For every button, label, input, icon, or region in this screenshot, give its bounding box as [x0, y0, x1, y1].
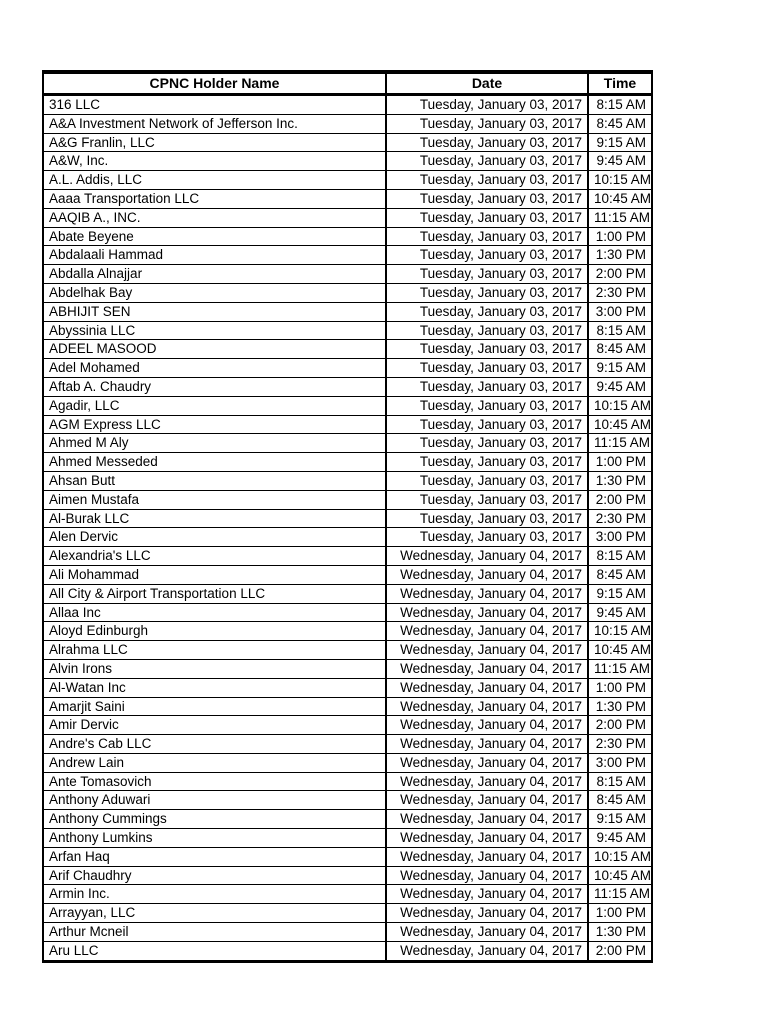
date-cell: Tuesday, January 03, 2017 — [386, 95, 588, 115]
date-cell: Tuesday, January 03, 2017 — [386, 283, 588, 302]
date-cell: Tuesday, January 03, 2017 — [386, 340, 588, 359]
table-row — [43, 735, 652, 754]
time-cell: 10:45 AM — [588, 189, 652, 208]
holder-name-cell: Andrew Lain — [43, 753, 386, 772]
table-row — [43, 659, 652, 678]
holder-name-cell: Arrayyan, LLC — [43, 904, 386, 923]
date-cell: Wednesday, January 04, 2017 — [386, 829, 588, 848]
table-row — [43, 791, 652, 810]
date-cell: Tuesday, January 03, 2017 — [386, 321, 588, 340]
time-cell: 9:45 AM — [588, 377, 652, 396]
table-row — [43, 923, 652, 942]
table-row — [43, 490, 652, 509]
time-cell: 2:00 PM — [588, 716, 652, 735]
table-row — [43, 885, 652, 904]
holder-name-cell: Alrahma LLC — [43, 641, 386, 660]
time-cell: 10:15 AM — [588, 622, 652, 641]
date-cell: Tuesday, January 03, 2017 — [386, 509, 588, 528]
table-row — [43, 114, 652, 133]
time-cell: 10:15 AM — [588, 847, 652, 866]
time-cell: 8:45 AM — [588, 791, 652, 810]
time-cell: 9:15 AM — [588, 359, 652, 378]
time-cell: 1:00 PM — [588, 678, 652, 697]
table-body — [43, 95, 652, 962]
holder-name-cell: Arfan Haq — [43, 847, 386, 866]
date-cell: Tuesday, January 03, 2017 — [386, 189, 588, 208]
date-cell: Wednesday, January 04, 2017 — [386, 622, 588, 641]
holder-name-cell: Adel Mohamed — [43, 359, 386, 378]
date-cell: Wednesday, January 04, 2017 — [386, 716, 588, 735]
table-row — [43, 453, 652, 472]
time-cell: 8:45 AM — [588, 565, 652, 584]
table-row — [43, 547, 652, 566]
table-row — [43, 810, 652, 829]
date-cell: Wednesday, January 04, 2017 — [386, 565, 588, 584]
time-cell: 1:00 PM — [588, 453, 652, 472]
time-cell: 10:45 AM — [588, 415, 652, 434]
table-row — [43, 359, 652, 378]
date-cell: Tuesday, January 03, 2017 — [386, 171, 588, 190]
holder-name-cell: Anthony Lumkins — [43, 829, 386, 848]
date-cell: Wednesday, January 04, 2017 — [386, 753, 588, 772]
holder-name-cell: Ante Tomasovich — [43, 772, 386, 791]
table-row — [43, 321, 652, 340]
date-cell: Wednesday, January 04, 2017 — [386, 866, 588, 885]
holder-name-cell: Allaa Inc — [43, 603, 386, 622]
time-cell: 1:00 PM — [588, 227, 652, 246]
time-cell: 1:30 PM — [588, 246, 652, 265]
time-cell: 1:30 PM — [588, 923, 652, 942]
date-cell: Wednesday, January 04, 2017 — [386, 735, 588, 754]
table-row — [43, 302, 652, 321]
date-cell: Wednesday, January 04, 2017 — [386, 885, 588, 904]
date-cell: Wednesday, January 04, 2017 — [386, 678, 588, 697]
holder-name-cell: Alexandria's LLC — [43, 547, 386, 566]
table-row — [43, 772, 652, 791]
holder-name-cell: Armin Inc. — [43, 885, 386, 904]
date-cell: Tuesday, January 03, 2017 — [386, 302, 588, 321]
holder-name-cell: A&W, Inc. — [43, 152, 386, 171]
date-cell: Tuesday, January 03, 2017 — [386, 528, 588, 547]
holder-name-cell: Ali Mohammad — [43, 565, 386, 584]
time-cell: 11:15 AM — [588, 885, 652, 904]
holder-name-cell: Abdelhak Bay — [43, 283, 386, 302]
time-cell: 8:15 AM — [588, 321, 652, 340]
holder-name-cell: Aloyd Edinburgh — [43, 622, 386, 641]
table-row — [43, 152, 652, 171]
table-row — [43, 753, 652, 772]
header-row — [43, 72, 652, 95]
date-cell: Tuesday, January 03, 2017 — [386, 471, 588, 490]
holder-name-cell: Amarjit Saini — [43, 697, 386, 716]
table-row — [43, 396, 652, 415]
holder-name-cell: Ahmed Messeded — [43, 453, 386, 472]
table-row — [43, 829, 652, 848]
date-cell: Tuesday, January 03, 2017 — [386, 359, 588, 378]
holder-name-cell: AAQIB A., INC. — [43, 208, 386, 227]
holder-name-cell: Arif Chaudhry — [43, 866, 386, 885]
date-cell: Tuesday, January 03, 2017 — [386, 490, 588, 509]
date-cell: Tuesday, January 03, 2017 — [386, 114, 588, 133]
date-cell: Tuesday, January 03, 2017 — [386, 265, 588, 284]
table-row — [43, 641, 652, 660]
time-cell: 1:00 PM — [588, 904, 652, 923]
time-cell: 9:15 AM — [588, 584, 652, 603]
holder-name-cell: Abate Beyene — [43, 227, 386, 246]
table-row — [43, 847, 652, 866]
holder-name-cell: Andre's Cab LLC — [43, 735, 386, 754]
date-cell: Wednesday, January 04, 2017 — [386, 772, 588, 791]
date-cell: Wednesday, January 04, 2017 — [386, 847, 588, 866]
time-cell: 8:15 AM — [588, 95, 652, 115]
time-cell: 10:15 AM — [588, 396, 652, 415]
table-row — [43, 377, 652, 396]
holder-name-cell: A&A Investment Network of Jefferson Inc. — [43, 114, 386, 133]
date-cell: Tuesday, January 03, 2017 — [386, 227, 588, 246]
table-row — [43, 208, 652, 227]
time-cell: 1:30 PM — [588, 471, 652, 490]
holder-name-cell: Amir Dervic — [43, 716, 386, 735]
date-cell: Tuesday, January 03, 2017 — [386, 208, 588, 227]
table-row — [43, 171, 652, 190]
time-cell: 2:00 PM — [588, 490, 652, 509]
table-row — [43, 471, 652, 490]
holder-name-cell: Al-Burak LLC — [43, 509, 386, 528]
holder-name-cell: Agadir, LLC — [43, 396, 386, 415]
date-cell: Wednesday, January 04, 2017 — [386, 641, 588, 660]
holder-name-cell: Ahmed M Aly — [43, 434, 386, 453]
date-cell: Wednesday, January 04, 2017 — [386, 791, 588, 810]
time-cell: 3:00 PM — [588, 528, 652, 547]
time-cell: 8:15 AM — [588, 547, 652, 566]
date-cell: Tuesday, January 03, 2017 — [386, 152, 588, 171]
holder-name-cell: Alen Dervic — [43, 528, 386, 547]
time-cell: 2:30 PM — [588, 735, 652, 754]
date-cell: Tuesday, January 03, 2017 — [386, 415, 588, 434]
table-row — [43, 133, 652, 152]
time-cell: 11:15 AM — [588, 208, 652, 227]
time-cell: 8:45 AM — [588, 340, 652, 359]
table-row — [43, 904, 652, 923]
table-row — [43, 340, 652, 359]
time-cell: 2:00 PM — [588, 941, 652, 961]
holder-name-cell: Arthur Mcneil — [43, 923, 386, 942]
holder-name-cell: Abyssinia LLC — [43, 321, 386, 340]
time-cell: 11:15 AM — [588, 659, 652, 678]
time-cell: 9:45 AM — [588, 829, 652, 848]
column-header-holder-name: CPNC Holder Name — [43, 72, 386, 95]
date-cell: Wednesday, January 04, 2017 — [386, 904, 588, 923]
table-row — [43, 528, 652, 547]
time-cell: 10:45 AM — [588, 866, 652, 885]
holder-name-cell: Abdalaali Hammad — [43, 246, 386, 265]
date-cell: Wednesday, January 04, 2017 — [386, 584, 588, 603]
date-cell: Tuesday, January 03, 2017 — [386, 246, 588, 265]
table-row — [43, 565, 652, 584]
date-cell: Wednesday, January 04, 2017 — [386, 697, 588, 716]
time-cell: 9:15 AM — [588, 810, 652, 829]
date-cell: Tuesday, January 03, 2017 — [386, 453, 588, 472]
table-row — [43, 697, 652, 716]
holder-name-cell: Abdalla Alnajjar — [43, 265, 386, 284]
holder-name-cell: Ahsan Butt — [43, 471, 386, 490]
table-row — [43, 941, 652, 961]
holder-name-cell: AGM Express LLC — [43, 415, 386, 434]
time-cell: 9:45 AM — [588, 603, 652, 622]
time-cell: 3:00 PM — [588, 302, 652, 321]
holder-name-cell: Alvin Irons — [43, 659, 386, 678]
table-row — [43, 509, 652, 528]
time-cell: 11:15 AM — [588, 434, 652, 453]
table-row — [43, 434, 652, 453]
column-header-time: Time — [588, 72, 652, 95]
date-cell: Wednesday, January 04, 2017 — [386, 923, 588, 942]
holder-name-cell: A&G Franlin, LLC — [43, 133, 386, 152]
holder-name-cell: Aaaa Transportation LLC — [43, 189, 386, 208]
table-row — [43, 227, 652, 246]
date-cell: Wednesday, January 04, 2017 — [386, 547, 588, 566]
date-cell: Tuesday, January 03, 2017 — [386, 133, 588, 152]
table-row — [43, 246, 652, 265]
date-cell: Tuesday, January 03, 2017 — [386, 434, 588, 453]
date-cell: Wednesday, January 04, 2017 — [386, 659, 588, 678]
table-header — [43, 72, 652, 95]
holder-name-cell: Aru LLC — [43, 941, 386, 961]
time-cell: 10:15 AM — [588, 171, 652, 190]
date-cell: Wednesday, January 04, 2017 — [386, 603, 588, 622]
document-page — [42, 70, 653, 963]
table-row — [43, 189, 652, 208]
time-cell: 3:00 PM — [588, 753, 652, 772]
date-cell: Tuesday, January 03, 2017 — [386, 377, 588, 396]
holder-name-cell: Anthony Aduwari — [43, 791, 386, 810]
holder-name-cell: Aimen Mustafa — [43, 490, 386, 509]
date-cell: Wednesday, January 04, 2017 — [386, 810, 588, 829]
holder-name-cell: 316 LLC — [43, 95, 386, 115]
holder-name-cell: A.L. Addis, LLC — [43, 171, 386, 190]
date-cell: Tuesday, January 03, 2017 — [386, 396, 588, 415]
holder-name-cell: Aftab A. Chaudry — [43, 377, 386, 396]
time-cell: 1:30 PM — [588, 697, 652, 716]
time-cell: 10:45 AM — [588, 641, 652, 660]
holder-name-cell: Anthony Cummings — [43, 810, 386, 829]
holder-name-cell: ADEEL MASOOD — [43, 340, 386, 359]
holder-name-cell: All City & Airport Transportation LLC — [43, 584, 386, 603]
time-cell: 2:00 PM — [588, 265, 652, 284]
holder-name-cell: ABHIJIT SEN — [43, 302, 386, 321]
holder-name-cell: Al-Watan Inc — [43, 678, 386, 697]
time-cell: 9:45 AM — [588, 152, 652, 171]
table-row — [43, 265, 652, 284]
table-row — [43, 716, 652, 735]
table-row — [43, 584, 652, 603]
table-row — [43, 678, 652, 697]
table-row — [43, 95, 652, 115]
column-header-date: Date — [386, 72, 588, 95]
time-cell: 9:15 AM — [588, 133, 652, 152]
time-cell: 8:45 AM — [588, 114, 652, 133]
cpnc-schedule-table — [42, 70, 653, 963]
table-row — [43, 622, 652, 641]
time-cell: 2:30 PM — [588, 509, 652, 528]
time-cell: 2:30 PM — [588, 283, 652, 302]
table-row — [43, 866, 652, 885]
table-row — [43, 415, 652, 434]
time-cell: 8:15 AM — [588, 772, 652, 791]
date-cell: Wednesday, January 04, 2017 — [386, 941, 588, 961]
table-row — [43, 603, 652, 622]
table-row — [43, 283, 652, 302]
